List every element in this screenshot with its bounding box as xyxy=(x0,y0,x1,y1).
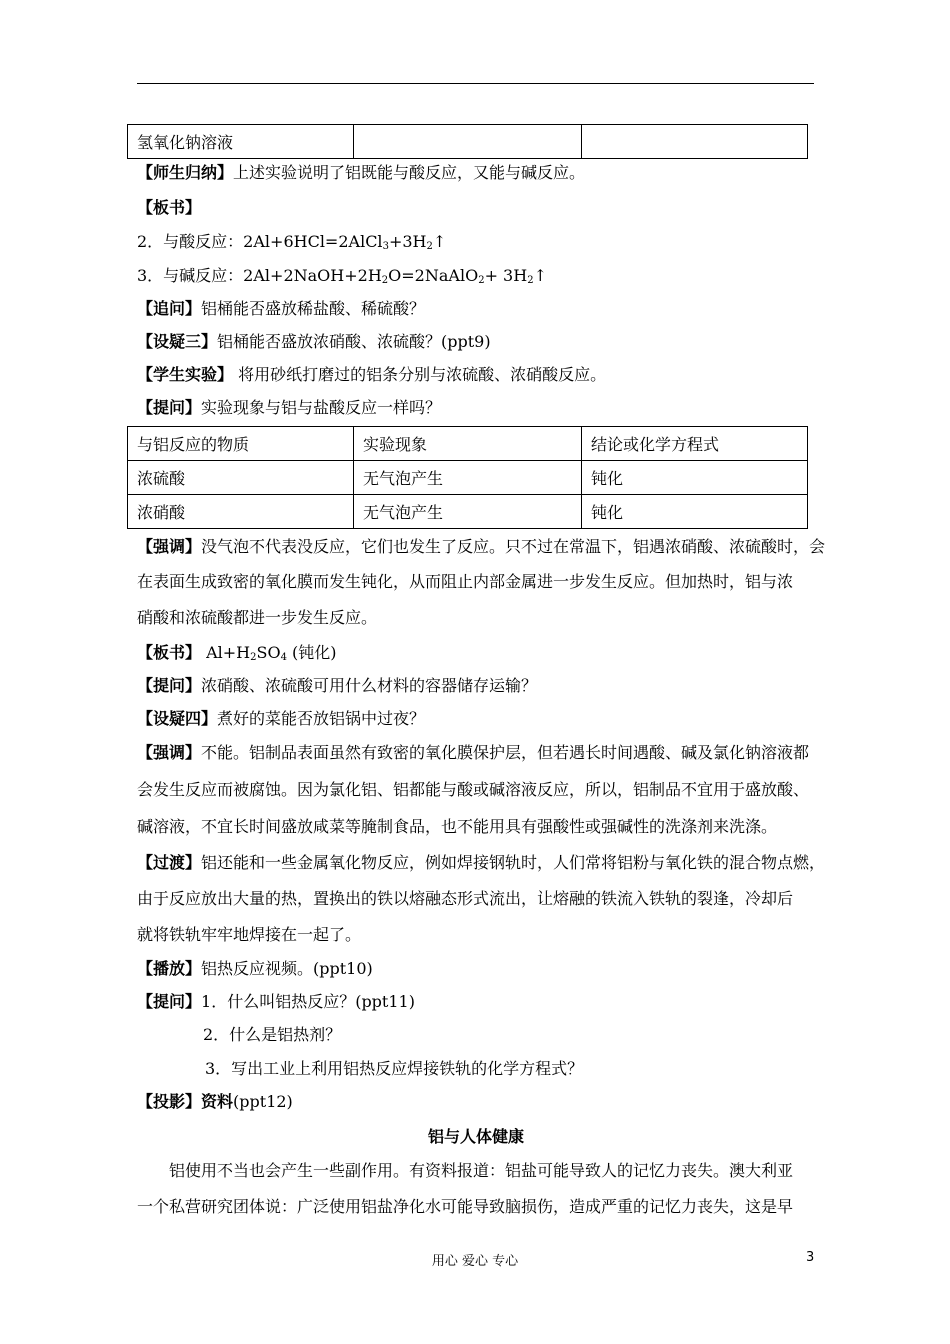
reading-paragraph-continued xyxy=(137,1197,815,1217)
reading-paragraph xyxy=(169,1161,815,1181)
text: 碱溶液，不宜长时间盛放咸菜等腌制食品，也不能用具有强酸性或强碱性的洗涤剂来洗涤。 xyxy=(137,817,778,836)
section-label: 【提问】 xyxy=(137,398,202,417)
subscript: 2 xyxy=(250,652,257,663)
paragraph-continued xyxy=(137,572,815,592)
text: 3．写出工业上利用铝热反应焊接铁轨的化学方程式？ xyxy=(205,1059,584,1078)
paragraph xyxy=(137,643,815,663)
paragraph-continued xyxy=(137,925,815,945)
subscript: 3 xyxy=(382,241,389,252)
header-rule xyxy=(137,83,814,84)
reading-title: 铝与人体健康 xyxy=(427,1127,524,1146)
paragraph xyxy=(137,163,815,183)
question-item xyxy=(203,1025,815,1045)
text: 一个私营研究团体说：广泛使用铝盐净化水可能导致脑损伤，造成严重的记忆力丧失，这是早 xyxy=(137,1197,794,1216)
table-cell: 浓硝酸 xyxy=(128,495,354,529)
table-header-row xyxy=(128,427,808,461)
question-item xyxy=(205,1059,815,1079)
subscript: 2 xyxy=(478,275,485,286)
text: 3．与碱反应：2Al+2NaOH+2H xyxy=(137,266,382,285)
section-label: 【追问】 xyxy=(137,299,202,318)
paragraph xyxy=(137,398,815,418)
column-header: 与铝反应的物质 xyxy=(128,427,354,461)
section-label: 【设疑三】 xyxy=(137,332,218,351)
text: 铝桶能否盛放浓硝酸、浓硫酸？(ppt9) xyxy=(217,332,491,351)
page-footer: 用心 爱心 专心 xyxy=(431,1254,519,1269)
text: 煮好的菜能否放铝锅中过夜？ xyxy=(217,709,426,728)
text: 2．与酸反应：2Al+6HCl=2AlCl xyxy=(137,232,383,251)
text: 硝酸和浓硫酸都进一步发生反应。 xyxy=(137,608,378,627)
table-cell: 钝化 xyxy=(582,495,808,529)
table-cell: 浓硫酸 xyxy=(128,461,354,495)
section-label: 资料 xyxy=(201,1092,234,1111)
text: O=2NaAlO xyxy=(388,266,479,285)
text: 不能。铝制品表面虽然有致密的氧化膜保护层，但若遇长时间遇酸、碱及氯化钠溶液都 xyxy=(201,743,810,762)
subscript: 2 xyxy=(527,275,534,286)
paragraph-continued xyxy=(137,889,815,909)
text: + 3H xyxy=(484,266,528,285)
text: 由于反应放出大量的热，置换出的铁以熔融态形式流出，让熔融的铁流入铁轨的裂逢，冷却后 xyxy=(137,889,794,908)
section-label: 【提问】 xyxy=(137,676,202,695)
table-cell: 钝化 xyxy=(582,461,808,495)
section-label: 【播放】 xyxy=(137,959,202,978)
observation-table xyxy=(127,426,808,529)
section-label: 【板书】 xyxy=(137,643,202,662)
text: 将用砂纸打磨过的铝条分别与浓硫酸、浓硝酸反应。 xyxy=(233,365,607,384)
column-header: 结论或化学方程式 xyxy=(582,427,808,461)
table-row xyxy=(128,125,808,159)
section-label: 【师生归纳】 xyxy=(137,163,234,182)
section-label: 【强调】 xyxy=(137,743,202,762)
text: 铝热反应视频。(ppt10) xyxy=(201,959,373,978)
column-header: 实验现象 xyxy=(354,427,582,461)
text: 铝桶能否盛放稀盐酸、稀硫酸？ xyxy=(201,299,426,318)
paragraph-continued xyxy=(137,608,815,628)
table-cell: 氢氧化钠溶液 xyxy=(128,125,354,159)
paragraph xyxy=(137,365,815,385)
paragraph xyxy=(137,299,815,319)
subscript: 4 xyxy=(280,652,287,663)
text: +3H xyxy=(388,232,427,251)
paragraph xyxy=(137,198,815,218)
equation xyxy=(137,266,815,286)
paragraph-continued xyxy=(137,780,815,800)
paragraph xyxy=(137,959,815,979)
paragraph xyxy=(137,853,826,873)
paragraph xyxy=(137,992,815,1012)
text: 没气泡不代表没反应，它们也发生了反应。只不过在常温下，铝遇浓硝酸、浓硫酸时，会 xyxy=(201,537,826,556)
reaction-table-continued xyxy=(127,124,808,159)
paragraph xyxy=(137,743,815,763)
section-label: 【板书】 xyxy=(137,198,202,217)
table-cell xyxy=(582,125,808,159)
text: ↑ xyxy=(432,232,447,251)
page-number: 3 xyxy=(806,1250,815,1265)
text: 在表面生成致密的氧化膜而发生钝化，从而阻止内部金属进一步发生反应。但加热时，铝与浓 xyxy=(137,572,794,591)
paragraph xyxy=(137,537,826,557)
text: 铝还能和一些金属氧化物反应，例如焊接钢轨时，人们常将铝粉与氧化铁的混合物点燃， xyxy=(201,853,826,872)
text: 2．什么是铝热剂？ xyxy=(203,1025,342,1044)
subscript: 2 xyxy=(426,241,433,252)
section-label: 【强调】 xyxy=(137,537,202,556)
text: Al+H xyxy=(201,643,251,662)
section-label: 【提问】 xyxy=(137,992,202,1011)
text: 就将铁轨牢牢地焊接在一起了。 xyxy=(137,925,362,944)
table-cell: 无气泡产生 xyxy=(354,461,582,495)
text: 铝使用不当也会产生一些副作用。有资料报道：铝盐可能导致人的记忆力丧失。澳大利亚 xyxy=(169,1161,794,1180)
text: ↑ xyxy=(533,266,547,285)
section-label: 【投影】 xyxy=(137,1092,202,1111)
equation xyxy=(137,232,815,252)
paragraph xyxy=(137,1092,815,1112)
paragraph xyxy=(137,676,815,696)
table-cell xyxy=(354,125,582,159)
text: SO xyxy=(256,643,281,662)
paragraph xyxy=(137,709,815,729)
section-label: 【设疑四】 xyxy=(137,709,218,728)
text: 会发生反应而被腐蚀。因为氯化铝、铝都能与酸或碱溶液反应，所以，铝制品不宜用于盛放酸、 xyxy=(137,780,810,799)
text: 上述实验说明了铝既能与酸反应，又能与碱反应。 xyxy=(233,163,586,182)
paragraph xyxy=(137,332,815,352)
paragraph-continued xyxy=(137,817,815,837)
section-label: 【学生实验】 xyxy=(137,365,234,384)
subscript: 2 xyxy=(381,275,389,286)
text: (ppt12) xyxy=(233,1092,293,1111)
table-row xyxy=(128,461,808,495)
text: 浓硝酸、浓硫酸可用什么材料的容器储存运输？ xyxy=(201,676,538,695)
text: 1．什么叫铝热反应？(ppt11) xyxy=(201,992,415,1011)
text: (钝化) xyxy=(286,643,337,662)
table-row xyxy=(128,495,808,529)
section-label: 【过渡】 xyxy=(137,853,202,872)
table-cell: 无气泡产生 xyxy=(354,495,582,529)
text: 实验现象与铝与盐酸反应一样吗？ xyxy=(201,398,442,417)
